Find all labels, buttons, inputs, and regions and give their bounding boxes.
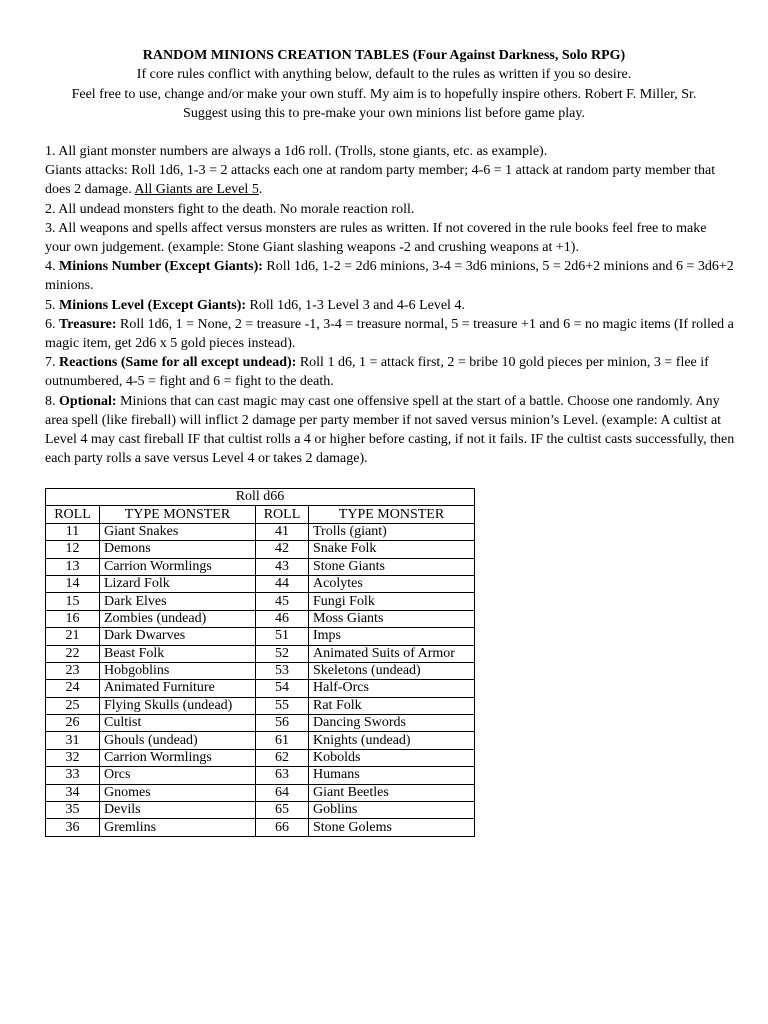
- roll-left-cell: 31: [46, 732, 100, 749]
- table-row: [46, 680, 475, 697]
- roll-right-cell: 56: [256, 715, 309, 732]
- rule-6-heading: Treasure:: [59, 316, 117, 332]
- rule-6-text: Roll 1d6, 1 = None, 2 = treasure -1, 3-4 = treasure normal, 5 = treasure +1 and 6 = no magic items (If rolled a magic item, get 2d6 x 5 gold pieces instead).: [45, 316, 734, 352]
- roll-right-cell: 51: [256, 628, 309, 645]
- roll-right-cell: 55: [256, 697, 309, 714]
- monster-right-cell: Snake Folk: [309, 541, 475, 558]
- roll-left-cell: 34: [46, 784, 100, 801]
- monster-table-body: [46, 489, 475, 837]
- table-row: [46, 645, 475, 662]
- rule-2: 2. All undead monsters fight to the death. No morale reaction roll.: [45, 201, 415, 217]
- table-row: [46, 541, 475, 558]
- header-roll-right: ROLL: [256, 506, 309, 523]
- header-monster-right: TYPE MONSTER: [309, 506, 475, 523]
- roll-left-cell: 11: [46, 523, 100, 540]
- table-caption-row: [46, 489, 475, 506]
- table-row: [46, 628, 475, 645]
- rule-3: 3. All weapons and spells affect versus monsters are rules as written. If not covered in the rule books feel free to make your own judgement. (example: Stone Giant slashing weapons -2 and crushing weapons at +1).: [45, 220, 707, 256]
- monster-left-cell: Dark Dwarves: [100, 628, 256, 645]
- roll-right-cell: 53: [256, 662, 309, 679]
- roll-left-cell: 24: [46, 680, 100, 697]
- roll-right-cell: 43: [256, 558, 309, 575]
- table-row: [46, 558, 475, 575]
- monster-left-cell: Cultist: [100, 715, 256, 732]
- table-row: [46, 784, 475, 801]
- monster-right-cell: Skeletons (undead): [309, 662, 475, 679]
- rule-7-number: 7.: [45, 355, 59, 371]
- roll-left-cell: 15: [46, 593, 100, 610]
- roll-left-cell: 13: [46, 558, 100, 575]
- monster-right-cell: Giant Beetles: [309, 784, 475, 801]
- document-header: [20, 46, 748, 124]
- table-header-row: [46, 506, 475, 523]
- table-row: [46, 593, 475, 610]
- rule-1: 1. All giant monster numbers are always a 1d6 roll. (Trolls, stone giants, etc. as example).: [45, 144, 548, 159]
- monster-right-cell: Humans: [309, 767, 475, 784]
- monster-right-cell: Animated Suits of Armor: [309, 645, 475, 662]
- table-row: [46, 732, 475, 749]
- rule-8-text: Minions that can cast magic may cast one offensive spell at the start of a battle. Choose one randomly. Any area spell (like fireball) will inflict 2 damage per party member if not saved versus minion’s Level. (example: A cultist at Level 4 may cast fireball IF that cultist rolls a 4 or higher before casting, if not it fails. IF the cultist casts successfully, then each party rolls a save versus Level 4 or takes 2 damage).: [45, 393, 735, 467]
- monster-left-cell: Devils: [100, 802, 256, 819]
- roll-left-cell: 16: [46, 610, 100, 627]
- roll-left-cell: 33: [46, 767, 100, 784]
- rule-4-text: Roll 1d6, 1-2 = 2d6 minions, 3-4 = 3d6 minions, 5 = 2d6+2 minions and 6 = 3d6+2 minions.: [45, 259, 734, 294]
- rule-1-giants-level: All Giants are Level 5: [134, 182, 259, 198]
- monster-left-cell: Beast Folk: [100, 645, 256, 662]
- table-row: [46, 575, 475, 592]
- monster-left-cell: Lizard Folk: [100, 575, 256, 592]
- monster-right-cell: Kobolds: [309, 749, 475, 766]
- roll-left-cell: 25: [46, 697, 100, 714]
- table-row: [46, 697, 475, 714]
- monster-right-cell: Moss Giants: [309, 610, 475, 627]
- table-row: [46, 715, 475, 732]
- intro-line-1: If core rules conflict with anything below, default to the rules as written if you so desire.: [136, 67, 632, 83]
- monster-right-cell: Imps: [309, 628, 475, 645]
- rule-6: [45, 315, 735, 353]
- roll-left-cell: 36: [46, 819, 100, 836]
- monster-right-cell: Goblins: [309, 802, 475, 819]
- table-row: [46, 662, 475, 679]
- rule-6-number: 6.: [45, 316, 59, 332]
- roll-right-cell: 62: [256, 749, 309, 766]
- rule-8: [45, 392, 735, 469]
- intro-line-3: Suggest using this to pre-make your own minions list before game play.: [183, 106, 585, 122]
- monster-left-cell: Carrion Wormlings: [100, 749, 256, 766]
- intro-line-2: Feel free to use, change and/or make your own stuff. My aim is to hopefully inspire others. Robert F. Miller, Sr.: [71, 86, 697, 102]
- document-title: RANDOM MINIONS CREATION TABLES (Four Against Darkness, Solo RPG): [142, 48, 626, 63]
- table-row: [46, 767, 475, 784]
- rule-8-number: 8.: [45, 393, 59, 409]
- header-roll-left: ROLL: [46, 506, 100, 523]
- header-monster-left: TYPE MONSTER: [100, 506, 256, 523]
- rule-1-giants: [45, 161, 735, 199]
- monster-table: [45, 488, 475, 837]
- monster-right-cell: Fungi Folk: [309, 593, 475, 610]
- monster-left-cell: Gnomes: [100, 784, 256, 801]
- roll-right-cell: 61: [256, 732, 309, 749]
- rule-5: [45, 296, 735, 315]
- monster-right-cell: Knights (undead): [309, 732, 475, 749]
- roll-left-cell: 22: [46, 645, 100, 662]
- monster-right-cell: Half-Orcs: [309, 680, 475, 697]
- roll-right-cell: 64: [256, 784, 309, 801]
- rule-7-heading: Reactions (Same for all except undead):: [59, 355, 297, 371]
- rule-7-text: Roll 1 d6, 1 = attack first, 2 = bribe 10 gold pieces per minion, 3 = flee if outnumbered, 4-5 = fight and 6 = fight to the death.: [45, 355, 709, 390]
- monster-left-cell: Carrion Wormlings: [100, 558, 256, 575]
- roll-right-cell: 52: [256, 645, 309, 662]
- rule-1-giants-text: Giants attacks: Roll 1d6, 1-3 = 2 attacks each one at random party member; 4-6 = 1 attack at random party member that does 2 damage.: [45, 163, 716, 198]
- monster-right-cell: Acolytes: [309, 575, 475, 592]
- roll-left-cell: 12: [46, 541, 100, 558]
- monster-left-cell: Orcs: [100, 767, 256, 784]
- roll-left-cell: 26: [46, 715, 100, 732]
- rule-5-heading: Minions Level (Except Giants):: [59, 297, 247, 313]
- roll-right-cell: 66: [256, 819, 309, 836]
- monster-left-cell: Animated Furniture: [100, 680, 256, 697]
- rule-4-number: 4.: [45, 259, 59, 275]
- monster-left-cell: Demons: [100, 541, 256, 558]
- table-caption: Roll d66: [46, 489, 475, 506]
- rule-7: [45, 353, 735, 391]
- table-row: [46, 610, 475, 627]
- roll-left-cell: 32: [46, 749, 100, 766]
- rule-4-heading: Minions Number (Except Giants):: [59, 259, 263, 275]
- monster-right-cell: Stone Golems: [309, 819, 475, 836]
- rule-1-giants-end: .: [258, 182, 263, 198]
- roll-right-cell: 63: [256, 767, 309, 784]
- table-row: [46, 819, 475, 836]
- rule-5-text: Roll 1d6, 1-3 Level 3 and 4-6 Level 4.: [246, 297, 465, 313]
- monster-left-cell: Dark Elves: [100, 593, 256, 610]
- monster-right-cell: Rat Folk: [309, 697, 475, 714]
- table-row: [46, 749, 475, 766]
- roll-right-cell: 41: [256, 523, 309, 540]
- roll-right-cell: 44: [256, 575, 309, 592]
- rules-list: [45, 142, 735, 468]
- roll-left-cell: 35: [46, 802, 100, 819]
- monster-left-cell: Ghouls (undead): [100, 732, 256, 749]
- table-row: [46, 523, 475, 540]
- roll-left-cell: 23: [46, 662, 100, 679]
- rule-4: [45, 257, 735, 295]
- roll-right-cell: 46: [256, 610, 309, 627]
- roll-right-cell: 45: [256, 593, 309, 610]
- monster-right-cell: Trolls (giant): [309, 523, 475, 540]
- monster-right-cell: Stone Giants: [309, 558, 475, 575]
- monster-right-cell: Dancing Swords: [309, 715, 475, 732]
- table-row: [46, 802, 475, 819]
- monster-left-cell: Flying Skulls (undead): [100, 697, 256, 714]
- monster-left-cell: Hobgoblins: [100, 662, 256, 679]
- rule-5-number: 5.: [45, 297, 59, 313]
- roll-left-cell: 14: [46, 575, 100, 592]
- roll-left-cell: 21: [46, 628, 100, 645]
- monster-left-cell: Zombies (undead): [100, 610, 256, 627]
- monster-left-cell: Giant Snakes: [100, 523, 256, 540]
- roll-right-cell: 42: [256, 541, 309, 558]
- roll-right-cell: 65: [256, 802, 309, 819]
- roll-right-cell: 54: [256, 680, 309, 697]
- monster-left-cell: Gremlins: [100, 819, 256, 836]
- rule-8-heading: Optional:: [59, 393, 117, 409]
